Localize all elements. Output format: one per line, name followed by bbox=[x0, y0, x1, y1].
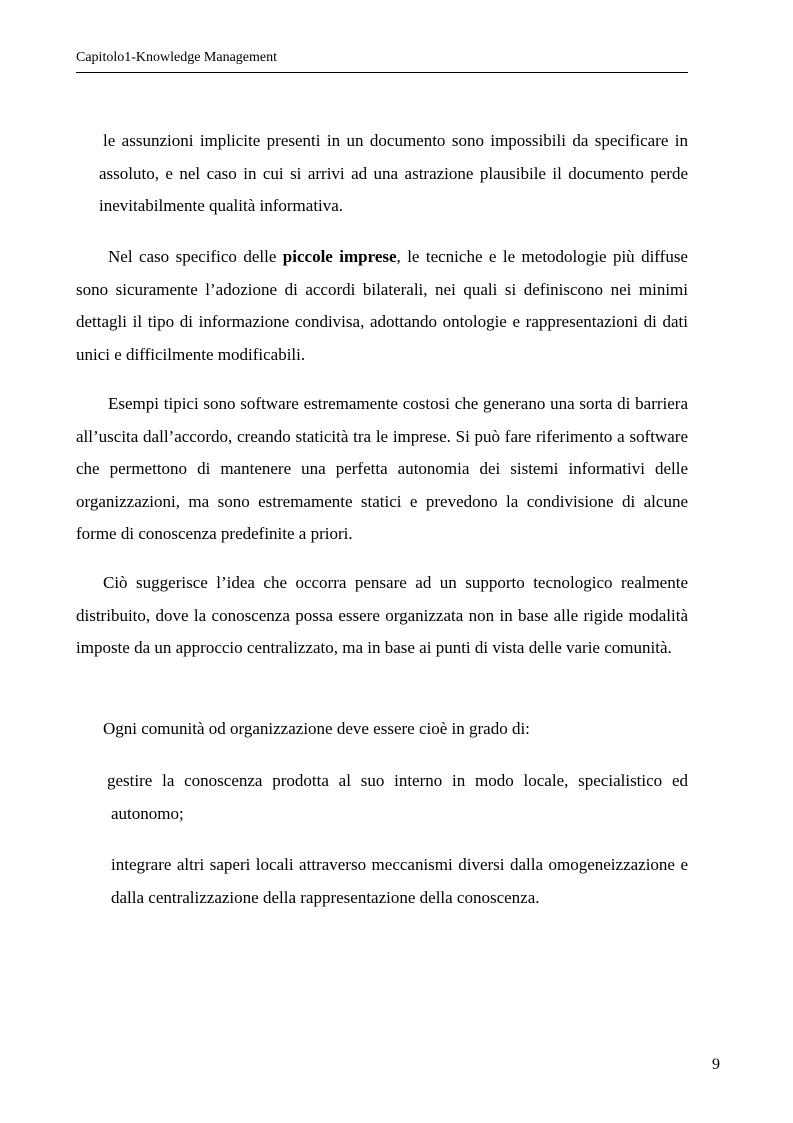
list-item: integrare altri saperi locali attraverso meccanismi diversi dalla omogeneizzazione e dalla centralizzazione della rappresentazione della conoscenza. bbox=[111, 855, 688, 907]
list-item: gestire la conoscenza prodotta al suo interno in modo locale, specialistico ed autonomo; bbox=[107, 771, 688, 823]
header-title: Capitolo1-Knowledge Management bbox=[76, 50, 278, 65]
paragraph-small-businesses bbox=[76, 241, 688, 371]
page-number: 9 bbox=[712, 1056, 720, 1073]
paragraph-suggestion: Ciò suggerisce l’idea che occorra pensare ad un supporto tecnologico realmente distribuito, dove la conoscenza possa essere organizzata non in base alle rigide modalità imposte da un approccio centralizzato, ma in base ai punti di vista delle varie comunità. bbox=[76, 573, 688, 657]
paragraph-text: Nel caso specifico delle bbox=[108, 247, 283, 266]
page-header bbox=[76, 48, 688, 73]
paragraph-intro-list: Ogni comunità od organizzazione deve essere cioè in grado di: bbox=[103, 719, 530, 738]
bold-term: piccole imprese bbox=[282, 247, 397, 266]
paragraph-continuation: le assunzioni implicite presenti in un documento sono impossibili da specificare in assoluto, e nel caso in cui si arrivi ad una astrazione plausibile il documento perde inevitabilmente qualità informativa. bbox=[99, 131, 688, 215]
paragraph-examples: Esempi tipici sono software estremamente costosi che generano una sorta di barriera all’uscita dall’accordo, creando staticità tra le imprese. Si può fare riferimento a software che permettono di mantenere una perfetta autonomia dei sistemi informativi delle organizzazioni, ma sono estremamente statici e prevedono la condivisione di alcune forme di conoscenza predefinite a priori. bbox=[76, 394, 688, 543]
paragraph-text: , le tecniche e le metodologie più diffuse sono sicuramente l’adozione di accordi bilaterali, nei quali si definiscono nei minimi dettagli il tipo di informazione condivisa, adottando ontologie e rappresentazioni di dati unici e difficilmente modificabili. bbox=[76, 247, 688, 364]
